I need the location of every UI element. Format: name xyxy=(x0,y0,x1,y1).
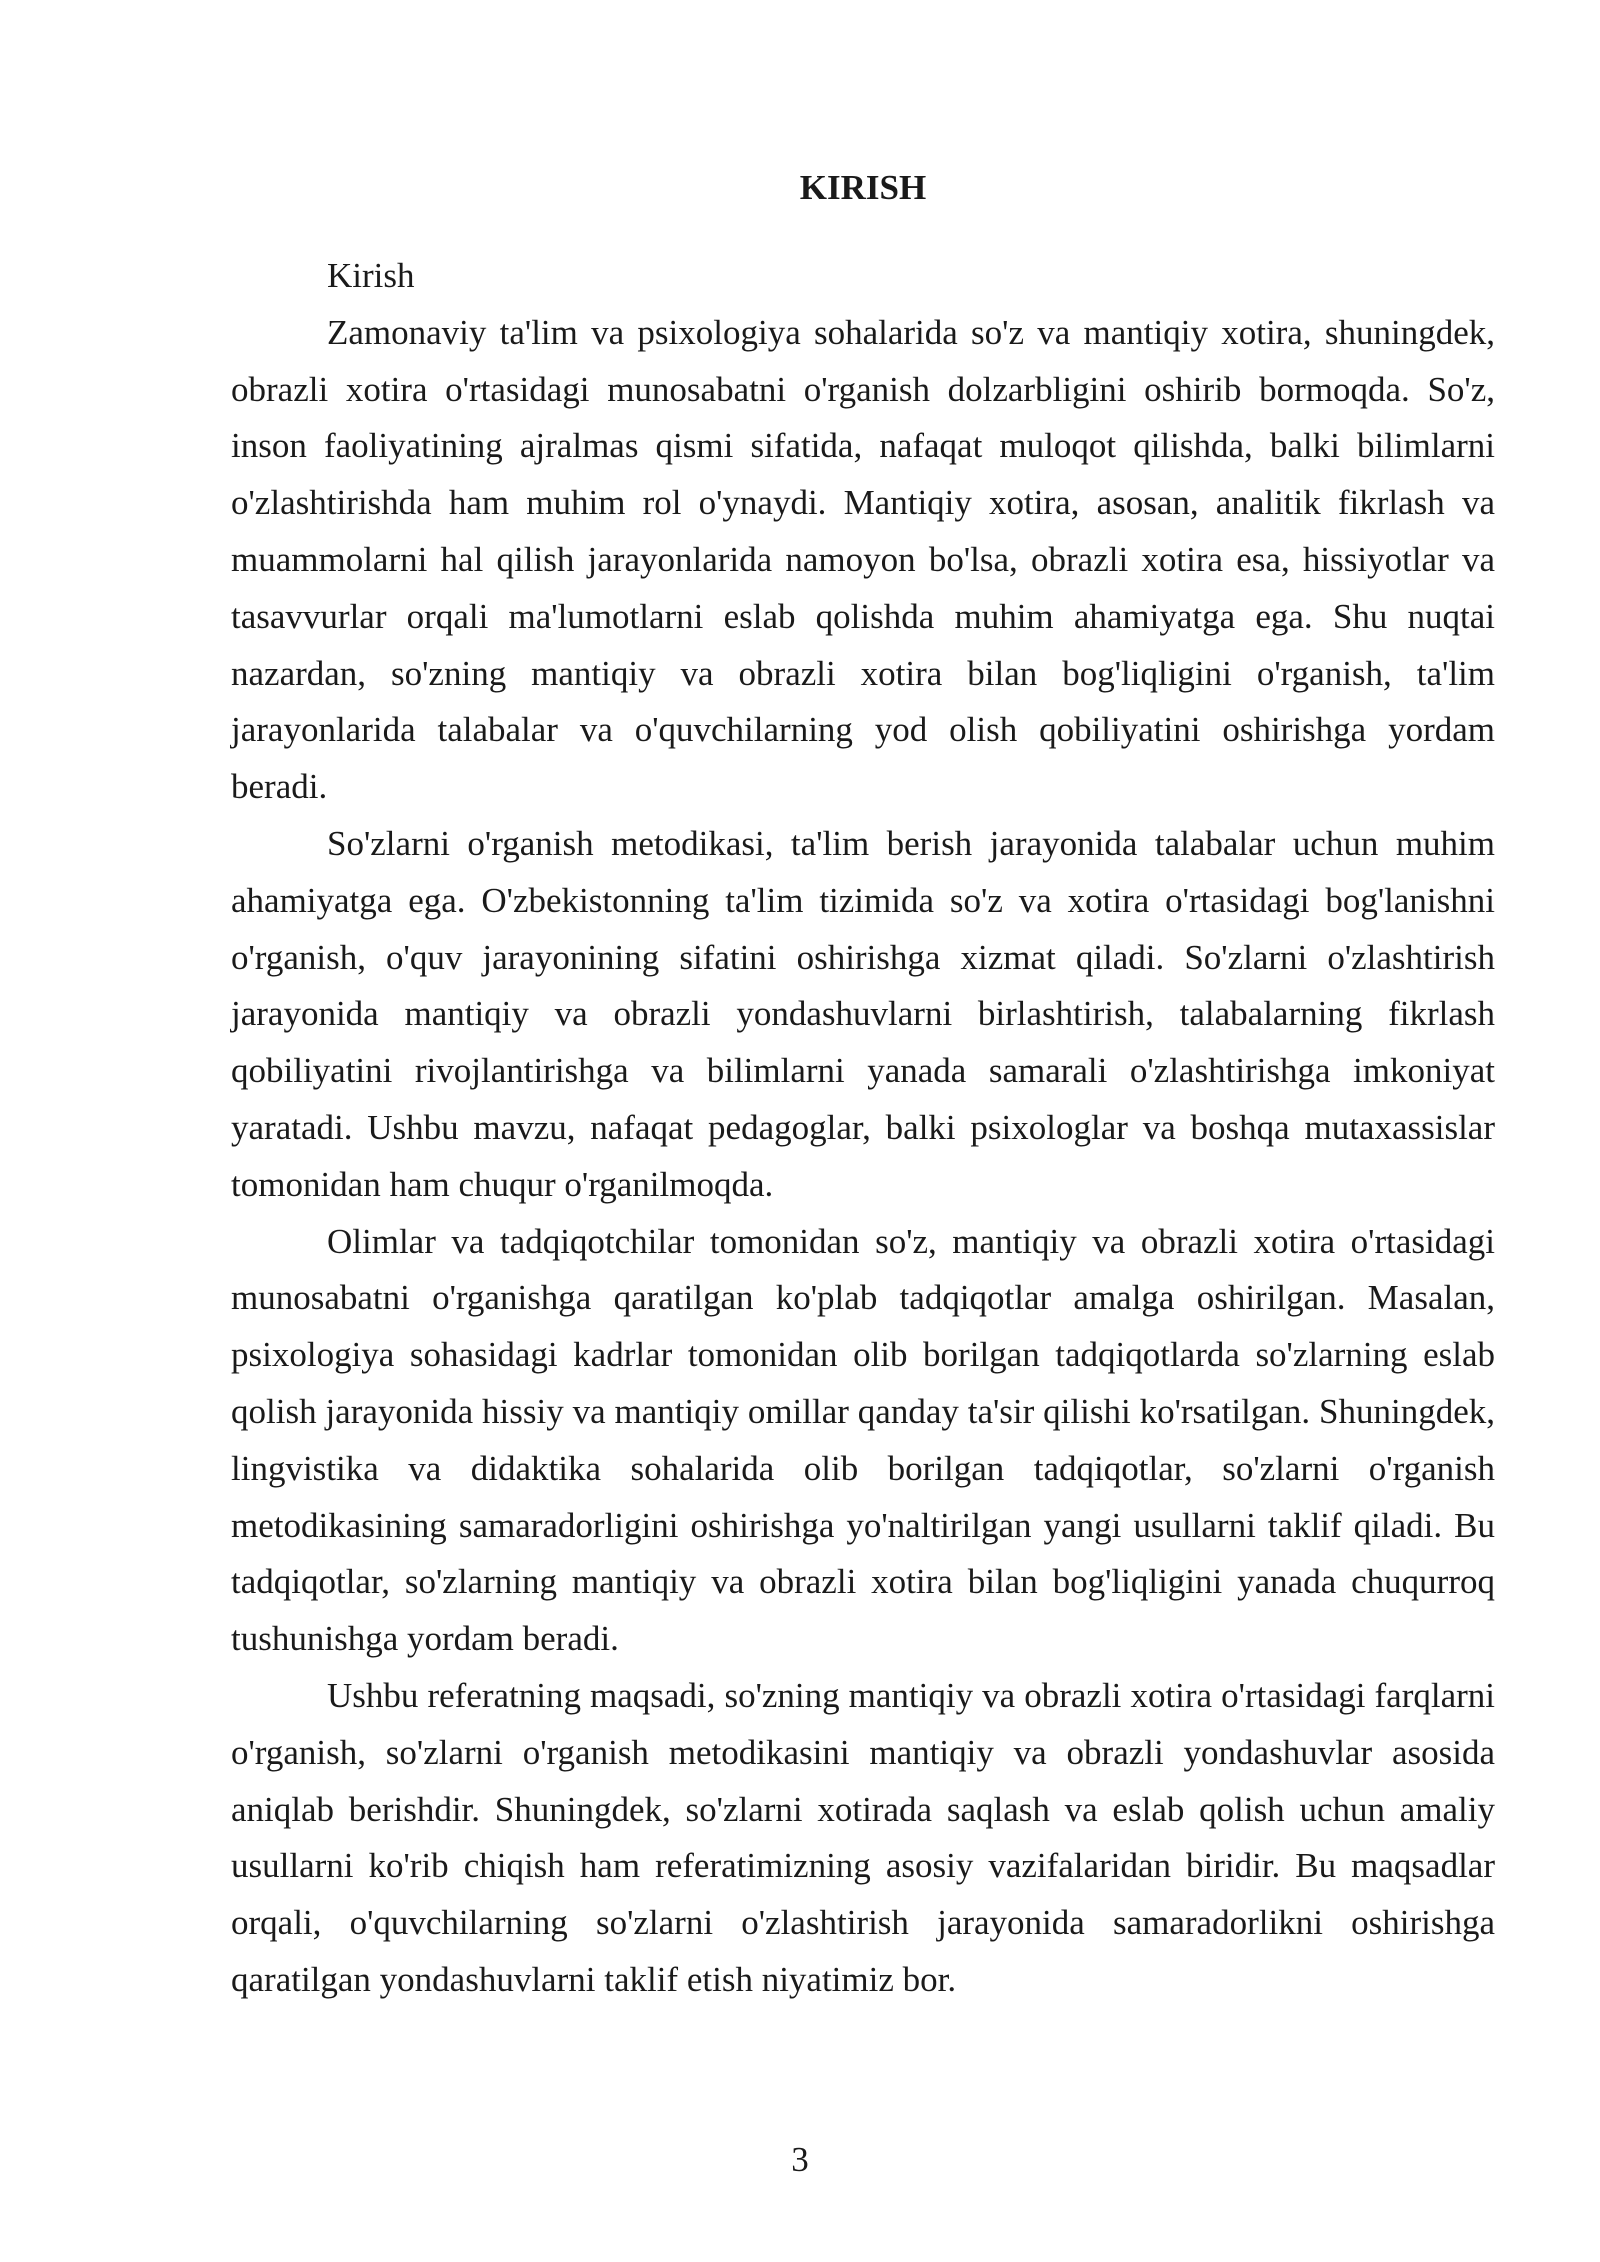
paragraph: Zamonaviy ta'lim va psixologiya sohalarida so'z va mantiqiy xotira, shuningdek, obrazli xotira o'rtasidagi munosabatni o'rganish dolzarbligini oshirib bormoqda. So'z, inson faoliyatining ajralmas qismi sifatida, nafaqat muloqot qilishda, balki bilimlarni o'zlashtirishda ham muhim rol o'ynaydi. Mantiqiy xotira, asosan, analitik fikrlash va muammolarni hal qilish jarayonlarida namoyon bo'lsa, obrazli xotira esa, hissiyotlar va tasavvurlar orqali ma'lumotlarni eslab qolishda muhim ahamiyatga ega. Shu nuqtai nazardan, so'zning mantiqiy va obrazli xotira bilan bog'liqligini o'rganish, ta'lim jarayonlarida talabalar va o'quvchilarning yod olish qobiliyatini oshirishga yordam beradi. xyxy=(231,312,1495,807)
page-number: 3 xyxy=(791,2140,809,2179)
section-subheading: Kirish xyxy=(327,256,415,295)
document-page xyxy=(231,160,1495,2009)
page-title: KIRISH xyxy=(799,168,927,207)
paragraph: Ushbu referatning maqsadi, so'zning mantiqiy va obrazli xotira o'rtasidagi farqlarni o'rganish, so'zlarni o'rganish metodikasini mantiqiy va obrazli yondashuvlar asosida aniqlab berishdir. Shuningdek, so'zlarni xotirada saqlash va eslab qolish uchun amaliy usullarni ko'rib chiqish ham referatimizning asosiy vazifalaridan biridir. Bu maqsadlar orqali, o'quvchilarning so'zlarni o'zlashtirish jarayonida samaradorlikni oshirishga qaratilgan yondashuvlarni taklif etish niyatimiz bor. xyxy=(231,1675,1495,1999)
paragraph: Olimlar va tadqiqotchilar tomonidan so'z, mantiqiy va obrazli xotira o'rtasidagi munosabatni o'rganishga qaratilgan ko'plab tadqiqotlar amalga oshirilgan. Masalan, psixologiya sohasidagi kadrlar tomonidan olib borilgan tadqiqotlarda so'zlarning eslab qolish jarayonida hissiy va mantiqiy omillar qanday ta'sir qilishi ko'rsatilgan. Shuningdek, lingvistika va didaktika sohalarida olib borilgan tadqiqotlar, so'zlarni o'rganish metodikasining samaradorligini oshirishga yo'naltirilgan yangi usullarni taklif qiladi. Bu tadqiqotlar, so'zlarning mantiqiy va obrazli xotira bilan bog'liqligini yanada chuqurroq tushunishga yordam beradi. xyxy=(231,1221,1495,1659)
paragraph: So'zlarni o'rganish metodikasi, ta'lim berish jarayonida talabalar uchun muhim ahamiyatga ega. O'zbekistonning ta'lim tizimida so'z va xotira o'rtasidagi bog'lanishni o'rganish, o'quv jarayonining sifatini oshirishga xizmat qiladi. So'zlarni o'zlashtirish jarayonida mantiqiy va obrazli yondashuvlarni birlashtirish, talabalarning fikrlash qobiliyatini rivojlantirishga va bilimlarni yanada samarali o'zlashtirishga imkoniyat yaratadi. Ushbu mavzu, nafaqat pedagoglar, balki psixologlar va boshqa mutaxassislar tomonidan ham chuqur o'rganilmoqda. xyxy=(231,823,1495,1204)
